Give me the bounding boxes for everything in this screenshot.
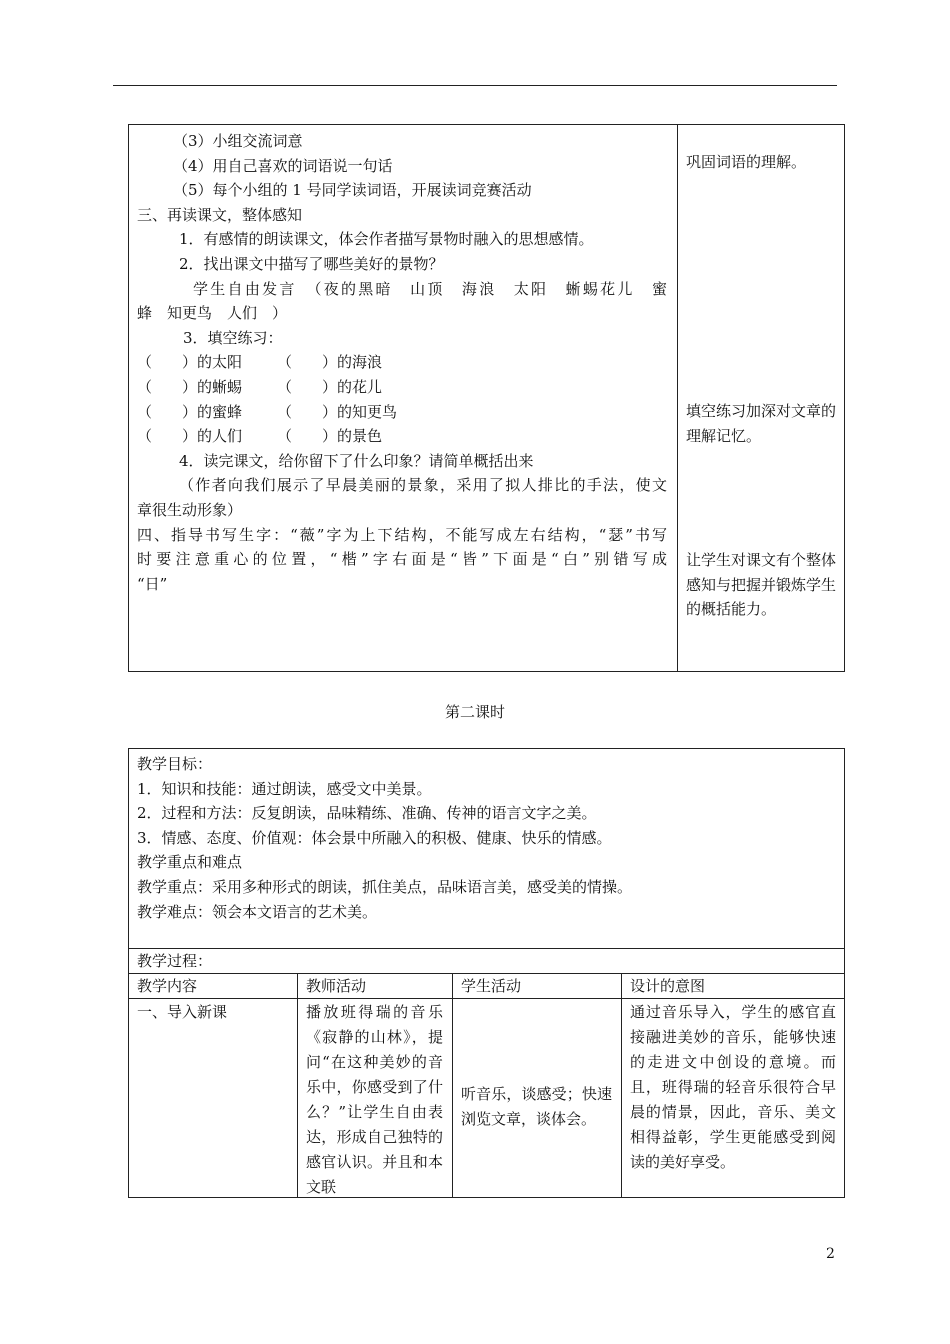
student-cell [453,999,622,1197]
fill-blank-row [137,350,667,375]
goal-item: 1．知识和技能：通过朗读，感受文中美景。 [137,779,432,798]
fill-blank-item: （ ）的人们 [137,427,243,446]
text-line: “日” [137,574,168,593]
teacher-text: 播放班得瑞的音乐《寂静的山林》，提问“在这种美妙的音乐中，你感受到了什么？”让学生自由表达，形成自己独特的感官认识。并且和本文联 [306,1003,443,1196]
intent-column [678,125,844,671]
goals-title: 教学目标： [137,755,213,773]
column-header: 设计的意图 [622,974,844,999]
page-number: 2 [826,1246,835,1262]
fill-blank-item: （ ）的太阳 [137,353,243,372]
teaching-goals [129,749,844,949]
text-line: 章很生动形象） [137,500,243,519]
fill-blank-row [137,424,667,449]
text-line: 4．读完课文，给你留下了什么印象？请简单概括出来 [179,451,534,470]
lesson-plan-table [128,748,845,1198]
fill-blank-row [137,375,667,400]
goal-item: 2．过程和方法：反复朗读，品味精练、准确、传神的语言文字之美。 [137,804,597,823]
intent-note: 填空练习加深对文章的理解记忆。 [686,402,837,445]
text-line: 3．填空练习： [183,328,283,347]
fill-blank-item: （ ）的知更鸟 [277,402,398,421]
content-cell [129,999,298,1197]
section-heading-3: 三、再读课文，整体感知 [137,205,303,224]
text-line: 蜂 知更鸟 人们 ） [137,304,288,323]
header-rule [113,85,837,86]
focus-title: 教学重点和难点 [137,853,243,872]
lesson-table-continued [128,124,845,672]
column-header: 学生活动 [453,974,622,999]
focus-item: 教学重点：采用多种形式的朗读，抓住美点，品味语言美，感受美的情操。 [137,877,633,896]
section-title: 第二课时 [444,703,505,721]
text-line: 时要注意重心的位置，“楷”字右面是“皆”下面是“白”别错写成 [137,550,667,569]
text-line: 1．有感情的朗读课文，体会作者描写景物时融入的思想感情。 [179,230,594,249]
difficulty-item: 教学难点：领会本文语言的艺术美。 [137,902,378,921]
column-header: 教师活动 [298,974,453,999]
process-label: 教学过程： [129,949,844,974]
text-line: （4）用自己喜欢的词语说一句话 [173,156,393,175]
text-line: 学生自由发言 （夜的黑暗 山顶 海浪 太阳 蜥蜴花儿 蜜 [193,279,667,298]
intent-text: 通过音乐导入，学生的感官直接融进美妙的音乐，能够快速的走进文中创设的意境。而且，班得瑞的轻音乐很符合早晨的情景，因此，音乐、美文相得益彰，学生更能感受到阅读的美好享受。 [630,1003,836,1171]
fill-blank-item: （ ）的海浪 [277,353,383,372]
fill-blank-row [137,400,667,425]
fill-blank-item: （ ）的景色 [277,427,383,446]
text-line: （作者向我们展示了早晨美丽的景象，采用了拟人排比的手法，使文 [179,476,667,495]
student-text: 听音乐，谈感受；快速浏览文章，谈体会。 [461,1085,612,1128]
text-line: 2．找出课文中描写了哪些美好的景物？ [179,254,444,273]
content-text: 一、导入新课 [137,1003,228,1021]
teacher-cell [298,999,453,1197]
fill-blank-item: （ ）的蜜蜂 [137,402,243,421]
text-line: （3）小组交流词意 [173,132,303,150]
fill-blank-item: （ ）的花儿 [277,377,383,396]
intent-cell [622,999,844,1197]
column-header: 教学内容 [129,974,298,999]
fill-blank-item: （ ）的蜥蜴 [137,377,243,396]
section-heading-4: 四、指导书写生字：“薇”字为上下结构，不能写成左右结构，“瑟”书写 [137,525,667,544]
activity-column [129,125,678,671]
intent-note: 巩固词语的理解。 [686,153,807,171]
text-line: （5）每个小组的 1 号同学读词语，开展读词竞赛活动 [173,181,532,200]
intent-note: 让学生对课文有个整体感知与把握并锻炼学生的概括能力。 [686,551,837,619]
goal-item: 3．情感、态度、价值观：体会景中所融入的积极、健康、快乐的情感。 [137,828,612,847]
